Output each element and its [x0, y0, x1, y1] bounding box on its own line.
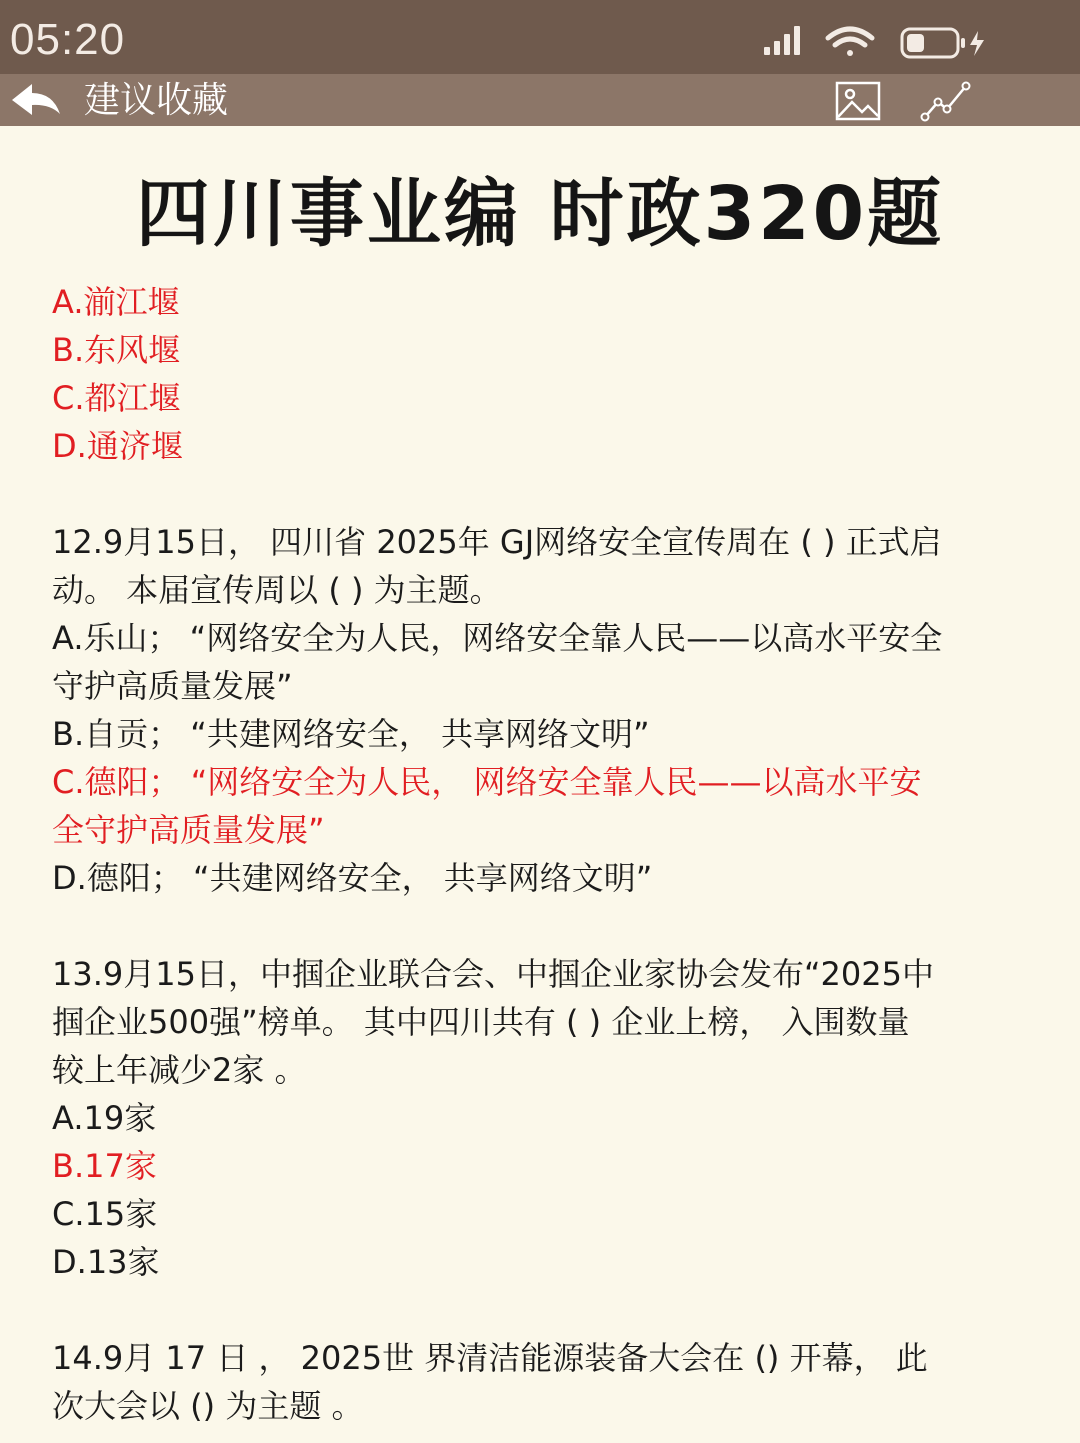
question-content: [52, 278, 1028, 1430]
q14-text-line-1: 14.9月 17 日 ， 2025世 界清洁能源装备大会在 () 开幕， 此: [52, 1339, 928, 1377]
q13-text-line-1: 13.9月15日，中掴企业联合会、中掴企业家协会发布“2025中: [52, 955, 934, 993]
signal-icon: [764, 26, 800, 55]
q14-text-line-2: 次大会以 () 为主题 。: [52, 1387, 364, 1425]
back-button[interactable]: [8, 80, 64, 120]
q12-option-c-line-2: 全守护高质量发展”: [52, 811, 325, 849]
q12-text-line-1: 12.9月15日， 四川省 2025年 GJ网络安全宣传周在 ( ) 正式启: [52, 523, 942, 561]
q12-option-a-line-1: A.乐山； “网络安全为人民，网络安全靠人民——以高水平安全: [52, 619, 943, 657]
q11-option-b: B.东风堰: [52, 331, 181, 369]
q13-text-line-2: 掴企业500强”榜单。 其中四川共有 ( ) 企业上榜， 入围数量: [52, 1003, 910, 1041]
q13-option-d: D.13家: [52, 1243, 160, 1281]
q13-option-b: B.17家: [52, 1147, 157, 1185]
image-icon: [834, 80, 882, 122]
document-title: 四川事业编 时政320题: [135, 171, 945, 257]
back-arrow-icon: [8, 80, 64, 120]
q13-option-c: C.15家: [52, 1195, 158, 1233]
q11-option-a: A.湔江堰: [52, 283, 180, 321]
q12-text-line-2: 动。 本届宣传周以 ( ) 为主题。: [52, 571, 502, 609]
chart-button[interactable]: [920, 80, 968, 122]
wifi-icon: [828, 29, 872, 56]
spacer: [52, 902, 1028, 950]
q12-option-d: D.德阳； “共建网络安全， 共享网络文明”: [52, 859, 653, 897]
nav-title: 建议收藏: [84, 80, 229, 121]
status-time: 05:20: [10, 15, 126, 64]
q12-option-c-line-1: C.德阳； “网络安全为人民， 网络安全靠人民——以高水平安: [52, 763, 922, 801]
status-bar: [0, 0, 1080, 74]
q11-option-d: D.通济堰: [52, 427, 183, 465]
battery-icon: [902, 29, 984, 57]
q13-option-a: A.19家: [52, 1099, 157, 1137]
spacer: [52, 1286, 1028, 1334]
q12-option-b: B.自贡； “共建网络安全， 共享网络文明”: [52, 715, 650, 753]
q13-text-line-3: 较上年减少2家 。: [52, 1051, 307, 1089]
nav-bar: [0, 74, 1080, 126]
status-icons: [764, 22, 1004, 62]
q12-option-a-line-2: 守护高质量发展”: [52, 667, 293, 705]
image-button[interactable]: [834, 80, 882, 122]
spacer: [52, 470, 1028, 518]
line-chart-icon: [920, 80, 972, 122]
q11-option-c: C.都江堰: [52, 379, 181, 417]
